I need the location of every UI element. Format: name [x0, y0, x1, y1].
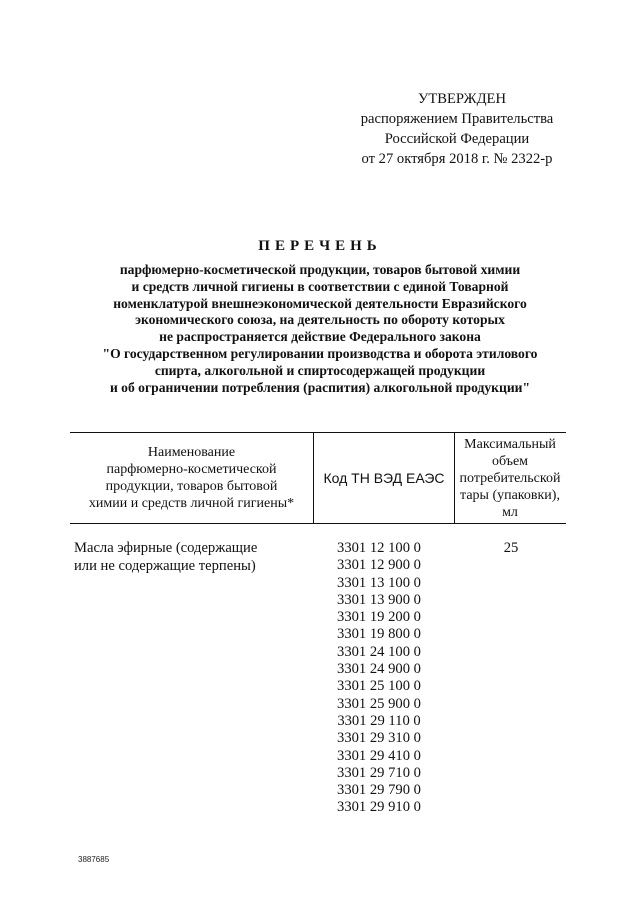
subtitle-line: спирта, алкогольной и спиртосодержащей продукции: [154, 362, 486, 378]
subtitle-line: не распространяется действие Федерального закона: [159, 329, 481, 345]
tnved-code: 3301 24 900 0: [337, 661, 421, 678]
document-id: 3887685: [78, 855, 110, 864]
approval-block: [352, 89, 562, 169]
row-product-name: [74, 540, 314, 575]
header-text: мл: [502, 504, 518, 520]
approval-title: УТВЕРЖДЕН: [418, 91, 506, 107]
subtitle-line: экономического союза, на деятельность по обороту которых: [135, 312, 505, 328]
subtitle-line: номенклатурой внешнеэкономической деятельности Евразийского: [113, 295, 527, 311]
product-name-line: Масла эфирные (содержащие: [74, 540, 258, 556]
tnved-code: 3301 12 100 0: [337, 540, 421, 556]
header-text: тары (упаковки),: [460, 487, 560, 503]
tnved-code: 3301 13 900 0: [337, 591, 421, 608]
header-text: Код ТН ВЭД ЕАЭС: [323, 469, 445, 486]
product-name-line: или не содержащие терпены): [74, 557, 256, 574]
header-text: продукции, товаров бытовой: [105, 479, 278, 494]
approval-line-3: от 27 октября 2018 г. № 2322-р: [361, 151, 553, 167]
approval-line-2: Российской Федерации: [384, 131, 530, 147]
subtitle-line: парфюмерно-косметической продукции, товаров бытовой химии: [119, 262, 521, 277]
header-text: потребительской: [459, 470, 561, 486]
header-text: химии и средств личной гигиены*: [88, 496, 295, 511]
header-product-name: [70, 433, 313, 523]
tnved-code: 3301 12 900 0: [337, 557, 421, 574]
tnved-code: 3301 19 800 0: [337, 626, 421, 643]
tnved-code: 3301 29 790 0: [337, 782, 421, 799]
tnved-code: 3301 25 100 0: [337, 678, 421, 695]
row-max-volume: 25: [503, 540, 519, 556]
tnved-code: 3301 19 200 0: [337, 609, 421, 626]
tnved-code: 3301 25 900 0: [337, 695, 421, 712]
tnved-code: 3301 29 710 0: [337, 764, 421, 781]
tnved-code: 3301 29 110 0: [337, 712, 421, 729]
header-tnved-code: [313, 433, 455, 523]
header-text: Наименование: [147, 445, 236, 460]
subtitle-line: и средств личной гигиены в соответствии с единой Товарной: [131, 278, 509, 294]
header-text: Максимальный: [464, 436, 556, 452]
tnved-code: 3301 29 310 0: [337, 730, 421, 747]
header-max-volume: [454, 433, 566, 523]
document-subtitle: [40, 262, 600, 396]
tnved-code: 3301 29 910 0: [337, 799, 421, 816]
approval-line-1: распоряжением Правительства: [360, 111, 554, 127]
header-text: объем: [491, 453, 529, 469]
tnved-code: 3301 13 100 0: [337, 574, 421, 591]
tnved-code: 3301 24 100 0: [337, 643, 421, 660]
tnved-code: 3301 29 410 0: [337, 747, 421, 764]
subtitle-line: и об ограничении потребления (распития) алкогольной продукции": [109, 379, 531, 395]
subtitle-line: "О государственном регулировании производства и оборота этилового: [102, 345, 538, 361]
header-text: парфюмерно-косметической: [106, 462, 277, 477]
row-code-list: [324, 540, 434, 817]
document-title: ПЕРЕЧЕНЬ: [258, 238, 382, 254]
table-header: [70, 432, 566, 524]
